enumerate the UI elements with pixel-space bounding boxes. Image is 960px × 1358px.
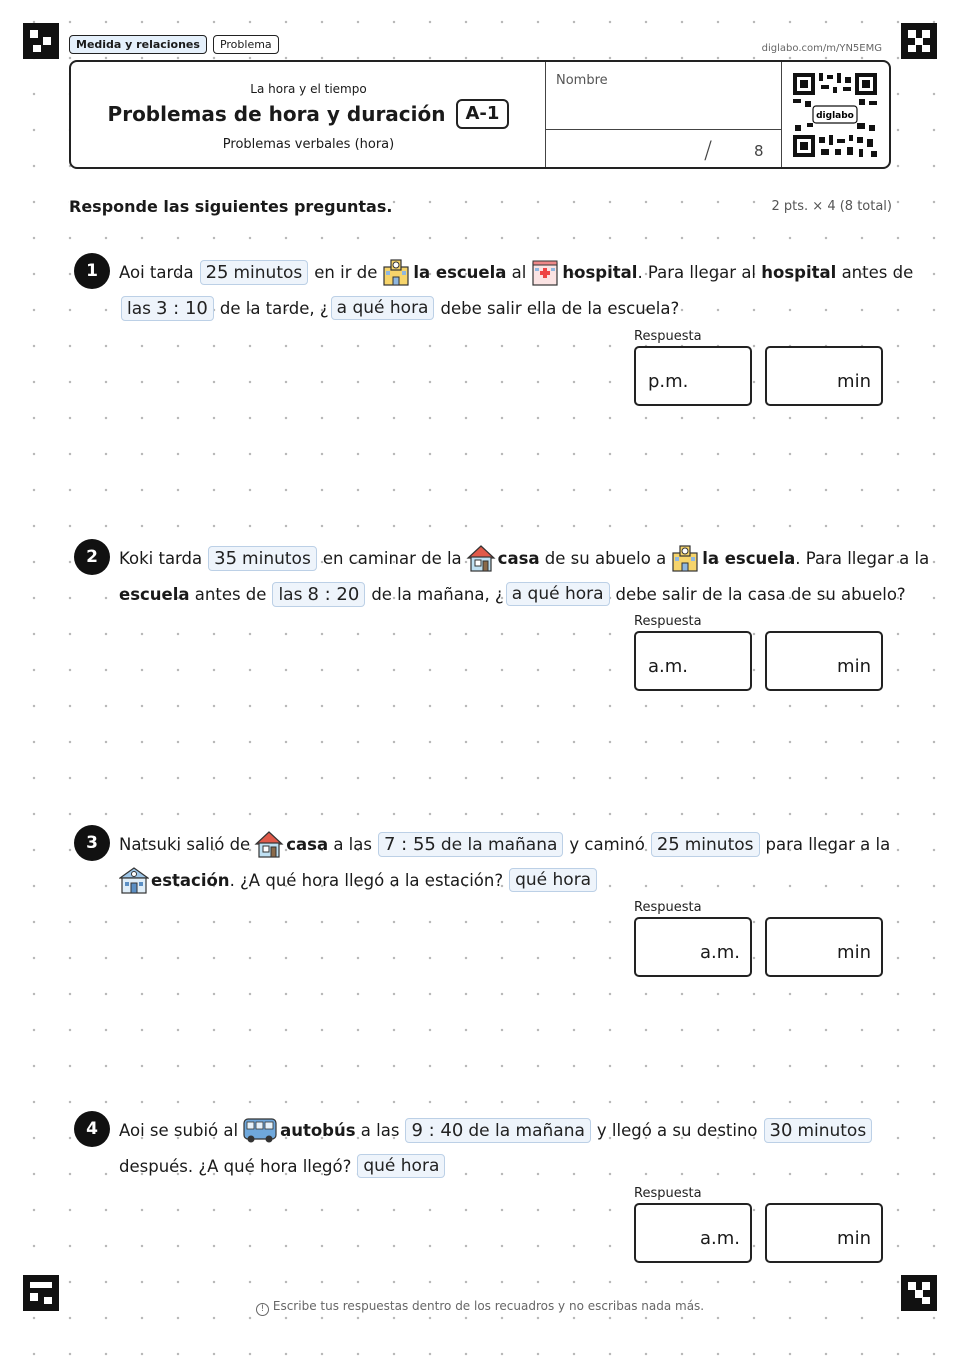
question-1-line-1: Aoi tarda 25 minutos en ir de la escuela al hospital . Para llegar al hospital antes de: [119, 255, 913, 289]
name-score-block: [546, 62, 782, 167]
worksheet-header: [69, 60, 891, 169]
q3-place-station: estación: [151, 870, 230, 890]
info-icon: !: [256, 1303, 269, 1316]
question-1-line-2: las 3 : 10 de la tarde, ¿ a qué hora debe salir ella de la escuela?: [119, 291, 679, 325]
tag-category: Medida y relaciones: [69, 35, 207, 54]
name-label: Nombre: [556, 73, 608, 88]
q1-answer-time-box[interactable]: p.m.: [634, 346, 752, 406]
header-subject: La hora y el tiempo: [250, 82, 367, 96]
question-4-line-1: Aoi se subió al autobús a las 9 : 40 de la mañana y llegó a su destino 30 minutos: [119, 1113, 878, 1147]
score-slash: /: [704, 136, 713, 164]
q3-answer-minutes-box[interactable]: min: [765, 917, 883, 977]
qr-code: [793, 73, 877, 157]
corner-marker-top-right: [901, 23, 937, 59]
q1-response-label: Respuesta: [634, 329, 702, 344]
worksheet-code: A-1: [456, 99, 510, 129]
q3-answer-time-box[interactable]: a.m.: [634, 917, 752, 977]
q4-question-chip: qué hora: [357, 1154, 445, 1178]
tag-type: Problema: [213, 35, 279, 54]
q4-time-chip: 9 : 40 de la mañana: [405, 1118, 590, 1143]
q1-time-chip: las 3 : 10: [121, 296, 214, 321]
q3-time-chip: 7 : 55 de la mañana: [378, 832, 563, 857]
bus-icon: [242, 1116, 278, 1144]
tag-list: [69, 35, 279, 54]
q4-answer-minutes-box[interactable]: min: [765, 1203, 883, 1263]
q1-text: Aoi tarda: [119, 262, 194, 282]
question-number-3: 3: [74, 825, 110, 861]
hospital-icon: [530, 258, 560, 286]
q1-question-chip: a qué hora: [331, 296, 435, 320]
question-4-line-2: después. ¿A qué hora llegó? qué hora: [119, 1149, 451, 1183]
question-2-line-1: Koki tarda 35 minutos en caminar de la casa de su abuelo a la escuela . Para llegar a la: [119, 541, 929, 575]
footer-text: Escribe tus respuestas dentro de los recuadros y no escribas nada más.: [272, 1299, 705, 1313]
q4-answer-time-box[interactable]: a.m.: [634, 1203, 752, 1263]
q1-place-hospital: hospital: [562, 262, 638, 282]
site-url: diglabo.com/m/YN5EMG: [761, 43, 882, 54]
q2-question-chip: a qué hora: [506, 582, 610, 606]
q2-response-label: Respuesta: [634, 614, 702, 629]
q1-answer-minutes-box[interactable]: min: [765, 346, 883, 406]
q2-place-school: la escuela: [702, 548, 796, 568]
school-icon: [381, 258, 411, 286]
header-title-block: [71, 62, 546, 167]
question-3-line-2: estación . ¿A qué hora llegó a la estación? qué hora: [119, 863, 603, 897]
header-subtitle: Problemas verbales (hora): [222, 137, 395, 152]
question-3-line-1: Natsuki salió de casa a las 7 : 55 de la mañana y caminó 25 minutos para llegar a la: [119, 827, 890, 861]
q3-question-chip: qué hora: [509, 868, 597, 892]
q2-time-chip: las 8 : 20: [272, 582, 365, 607]
q1-duration-chip: 25 minutos: [200, 260, 309, 285]
q3-response-label: Respuesta: [634, 900, 702, 915]
q4-vehicle-bus: autobús: [280, 1120, 356, 1140]
score-max: 8: [754, 142, 764, 160]
question-number-4: 4: [74, 1111, 110, 1147]
q4-response-label: Respuesta: [634, 1186, 702, 1201]
q4-duration-chip: 30 minutos: [764, 1118, 873, 1143]
footer-note: [0, 1299, 960, 1316]
instructions: Responde las siguientes preguntas.: [69, 197, 393, 216]
question-2-line-2: escuela antes de las 8 : 20 de la mañana, ¿ a qué hora debe salir de la casa de su abuelo?: [119, 583, 906, 605]
q2-place-house: casa: [497, 548, 540, 568]
q1-place-school: la escuela: [413, 262, 507, 282]
page-title: Problemas de hora y duración: [107, 102, 446, 126]
points-info: 2 pts. × 4 (8 total): [771, 199, 892, 214]
question-number-2: 2: [74, 539, 110, 575]
q2-duration-chip: 35 minutos: [208, 546, 317, 571]
question-number-1: 1: [74, 253, 110, 289]
station-icon: [119, 866, 149, 894]
house-icon: [466, 544, 496, 572]
q3-place-house: casa: [286, 834, 329, 854]
q2-answer-time-box[interactable]: a.m.: [634, 631, 752, 691]
qr-label: diglabo: [816, 111, 854, 121]
q3-duration-chip: 25 minutos: [651, 832, 760, 857]
corner-marker-top-left: [23, 23, 59, 59]
house-icon: [254, 830, 284, 858]
q2-answer-minutes-box[interactable]: min: [765, 631, 883, 691]
school-icon: [670, 544, 700, 572]
